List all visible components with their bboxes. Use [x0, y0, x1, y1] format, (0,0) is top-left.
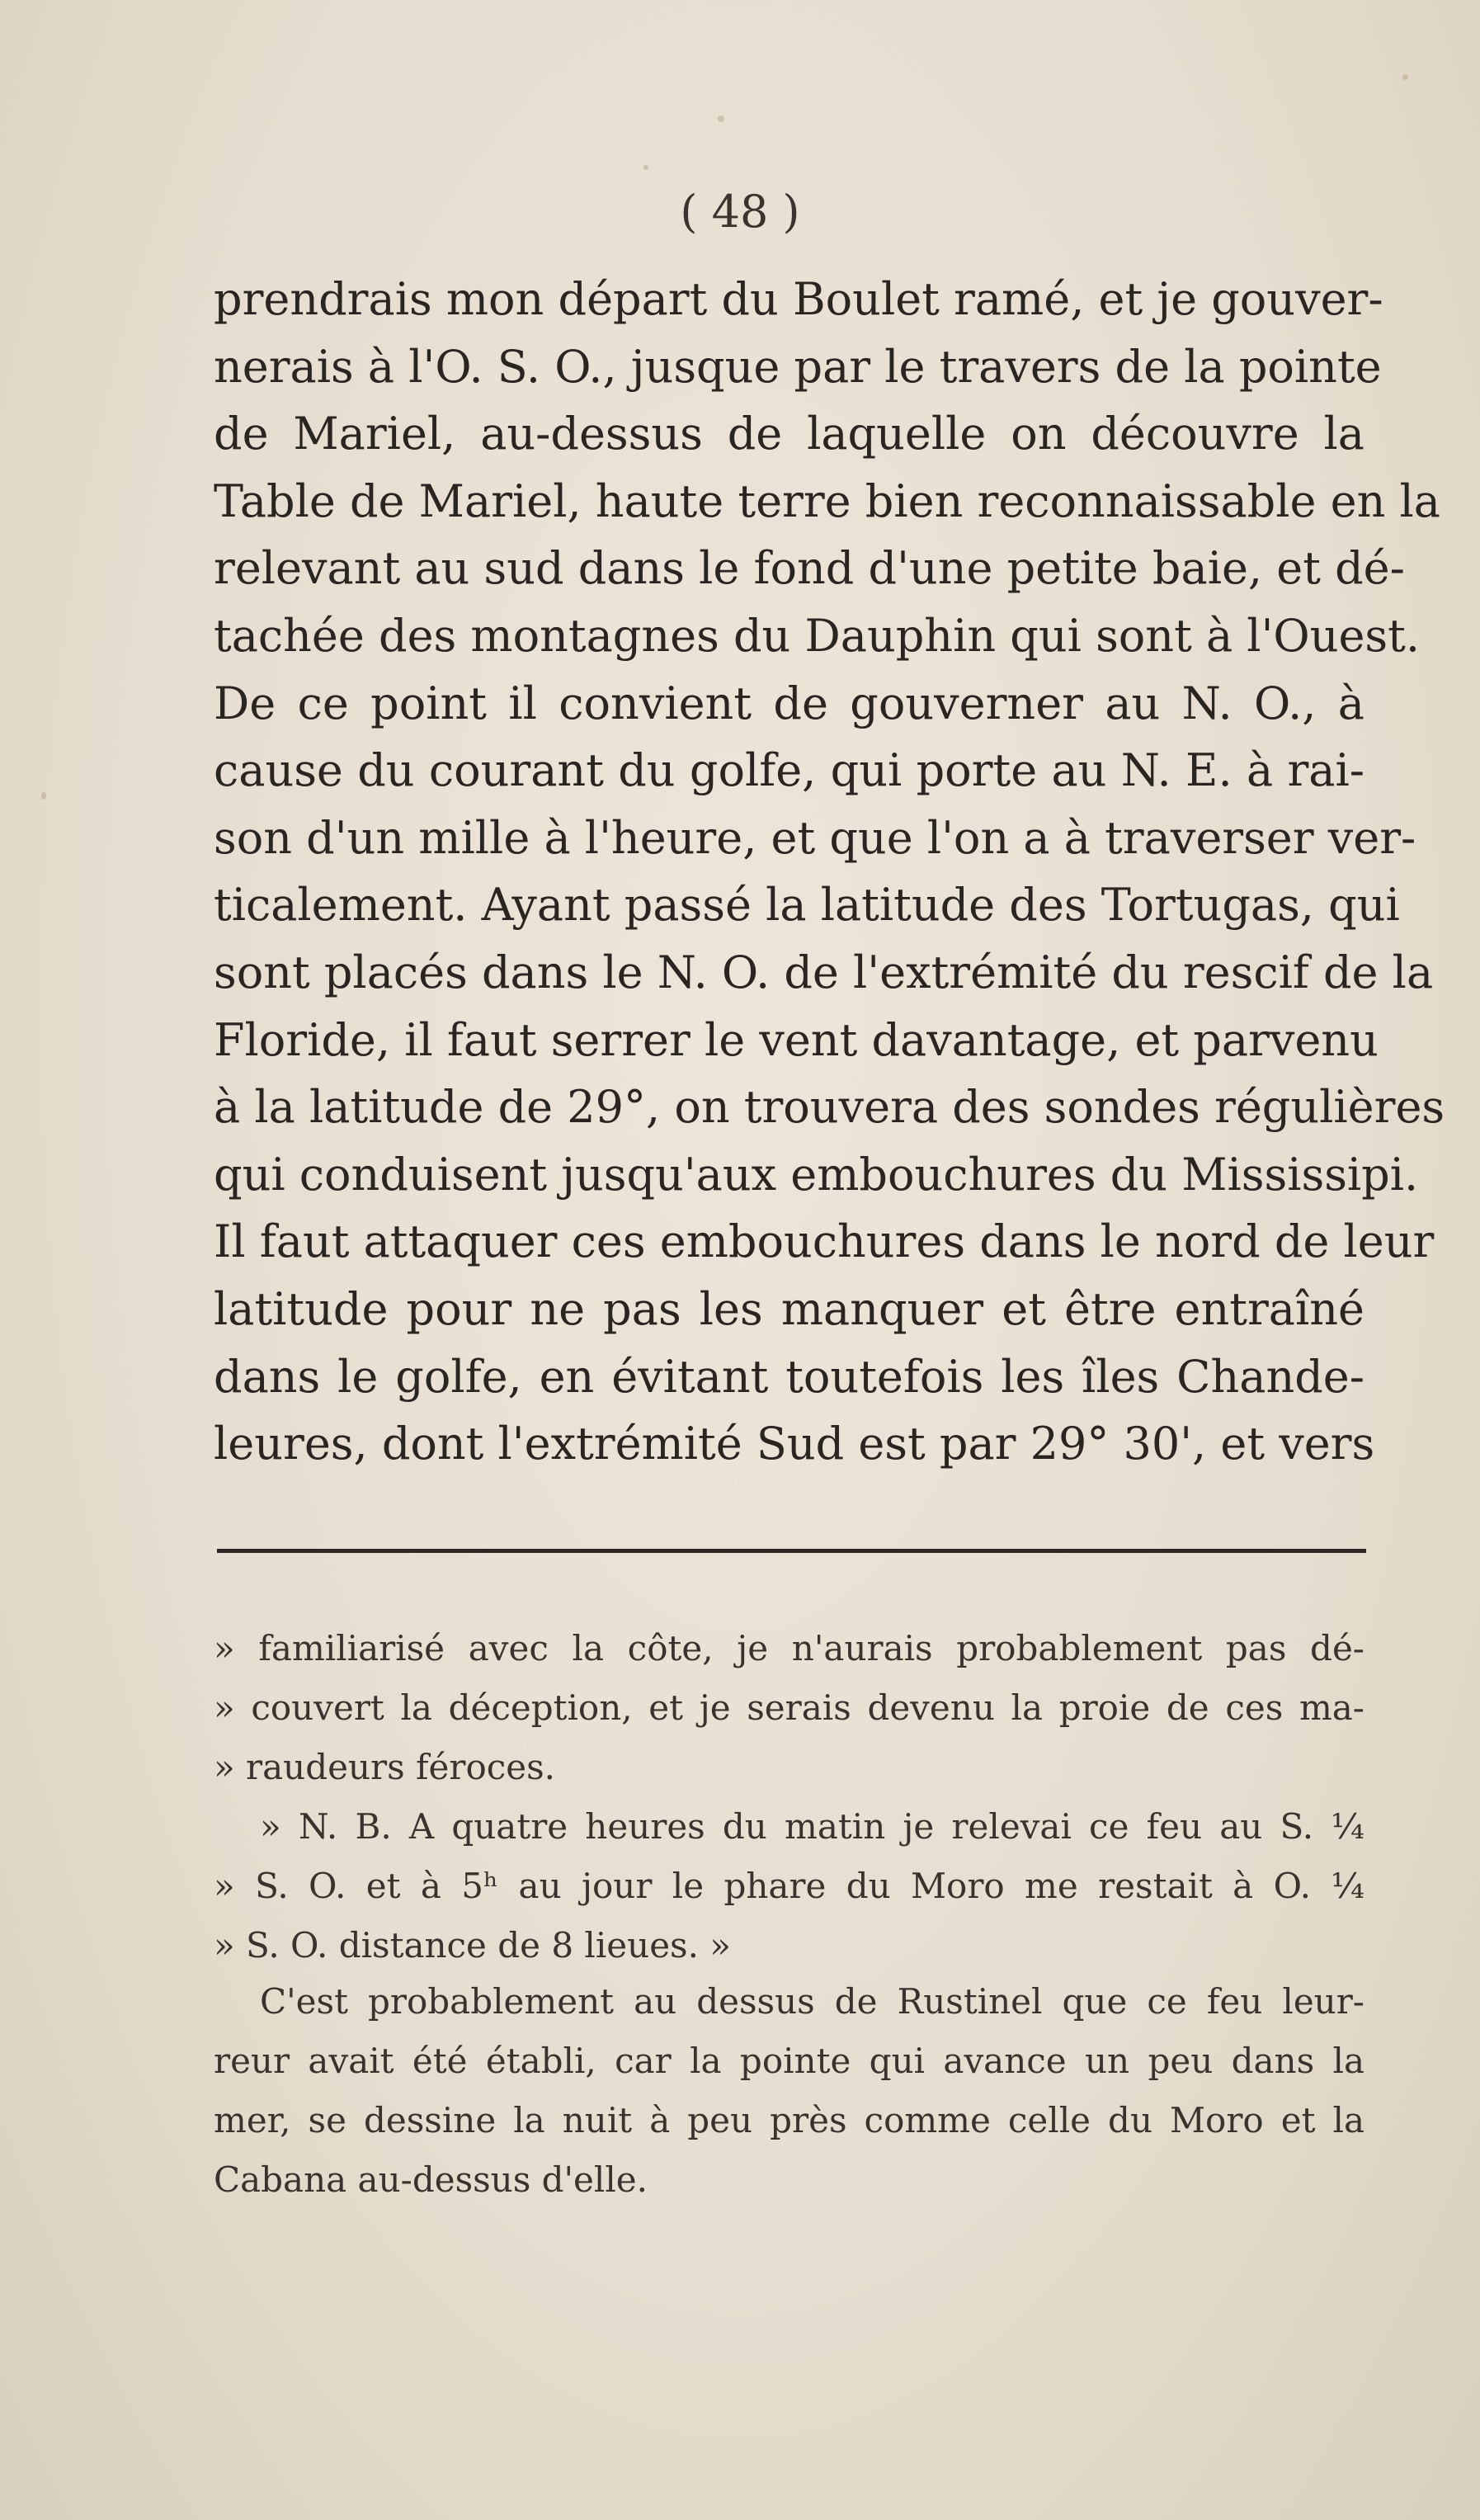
closing-paragraph [214, 1972, 1365, 2210]
text-line: nerais à l'O. S. O., jusque par le travers de la pointe [214, 340, 1382, 393]
text-line: mer, se dessine la nuit à peu près comme celle du Moro et la [214, 2100, 1365, 2140]
page-number: ( 48 ) [680, 186, 800, 238]
paper-stain [41, 792, 46, 800]
text-line: relevant au sud dans le fond d'une petite baie, et dé- [214, 542, 1405, 595]
text-line: Cabana au-dessus d'elle. [214, 2159, 648, 2200]
text-line: dans le golfe, en évitant toutefois les îles Chande- [214, 1350, 1365, 1403]
text-line: Table de Mariel, haute terre bien reconnaissable en la [214, 474, 1441, 527]
text-line: sont placés dans le N. O. de l'extrémité du rescif de la [214, 946, 1434, 998]
text-line: prendrais mon départ du Boulet ramé, et je gouver- [214, 273, 1383, 325]
text-line: » S. O. distance de 8 lieues. » [214, 1925, 732, 1966]
footnote-separator-rule [217, 1549, 1366, 1553]
text-line: Il faut attaquer ces embouchures dans le nord de leur [214, 1215, 1435, 1268]
text-line: » couvert la déception, et je serais devenu la proie de ces ma- [214, 1687, 1365, 1728]
paper-stain [1402, 74, 1408, 80]
text-line: de Mariel, au-dessus de laquelle on découvre la [214, 408, 1365, 460]
text-line: ticalement. Ayant passé la latitude des Tortugas, qui [214, 879, 1400, 932]
text-line: tachée des montagnes du Dauphin qui sont à l'Ouest. [214, 609, 1421, 662]
text-line: leures, dont l'extrémité Sud est par 29° 30', et vers [214, 1418, 1375, 1470]
footnote-block [214, 1619, 1365, 1975]
text-line: qui conduisent jusqu'aux embouchures du Mississipi. [214, 1148, 1419, 1201]
text-line: Floride, il faut serrer le vent davantage, et parvenu [214, 1013, 1379, 1066]
text-line: » familiarisé avec la côte, je n'aurais probablement pas dé- [214, 1628, 1365, 1668]
text-line: » N. B. A quatre heures du matin je relevai ce feu au S. ¼ [260, 1806, 1365, 1847]
text-line: cause du courant du golfe, qui porte au N. E. à rai- [214, 744, 1365, 797]
text-line: » S. O. et à 5ʰ au jour le phare du Moro me restait à O. ¼ [214, 1866, 1365, 1906]
text-line: latitude pour ne pas les manquer et être entraîné [214, 1282, 1365, 1335]
paper-stain [643, 165, 648, 170]
text-line: son d'un mille à l'heure, et que l'on a à traverser ver- [214, 811, 1416, 864]
main-text-block [214, 266, 1445, 1478]
text-line: De ce point il convient de gouverner au N. O., à [214, 677, 1365, 729]
text-line: à la latitude de 29°, on trouvera des sondes régulières [214, 1081, 1445, 1134]
text-line: reur avait été établi, car la pointe qui avance un peu dans la [214, 2041, 1365, 2081]
text-line: » raudeurs féroces. [214, 1747, 556, 1787]
paper-stain [718, 116, 724, 122]
text-line: C'est probablement au dessus de Rustinel que ce feu leur- [260, 1981, 1365, 2022]
